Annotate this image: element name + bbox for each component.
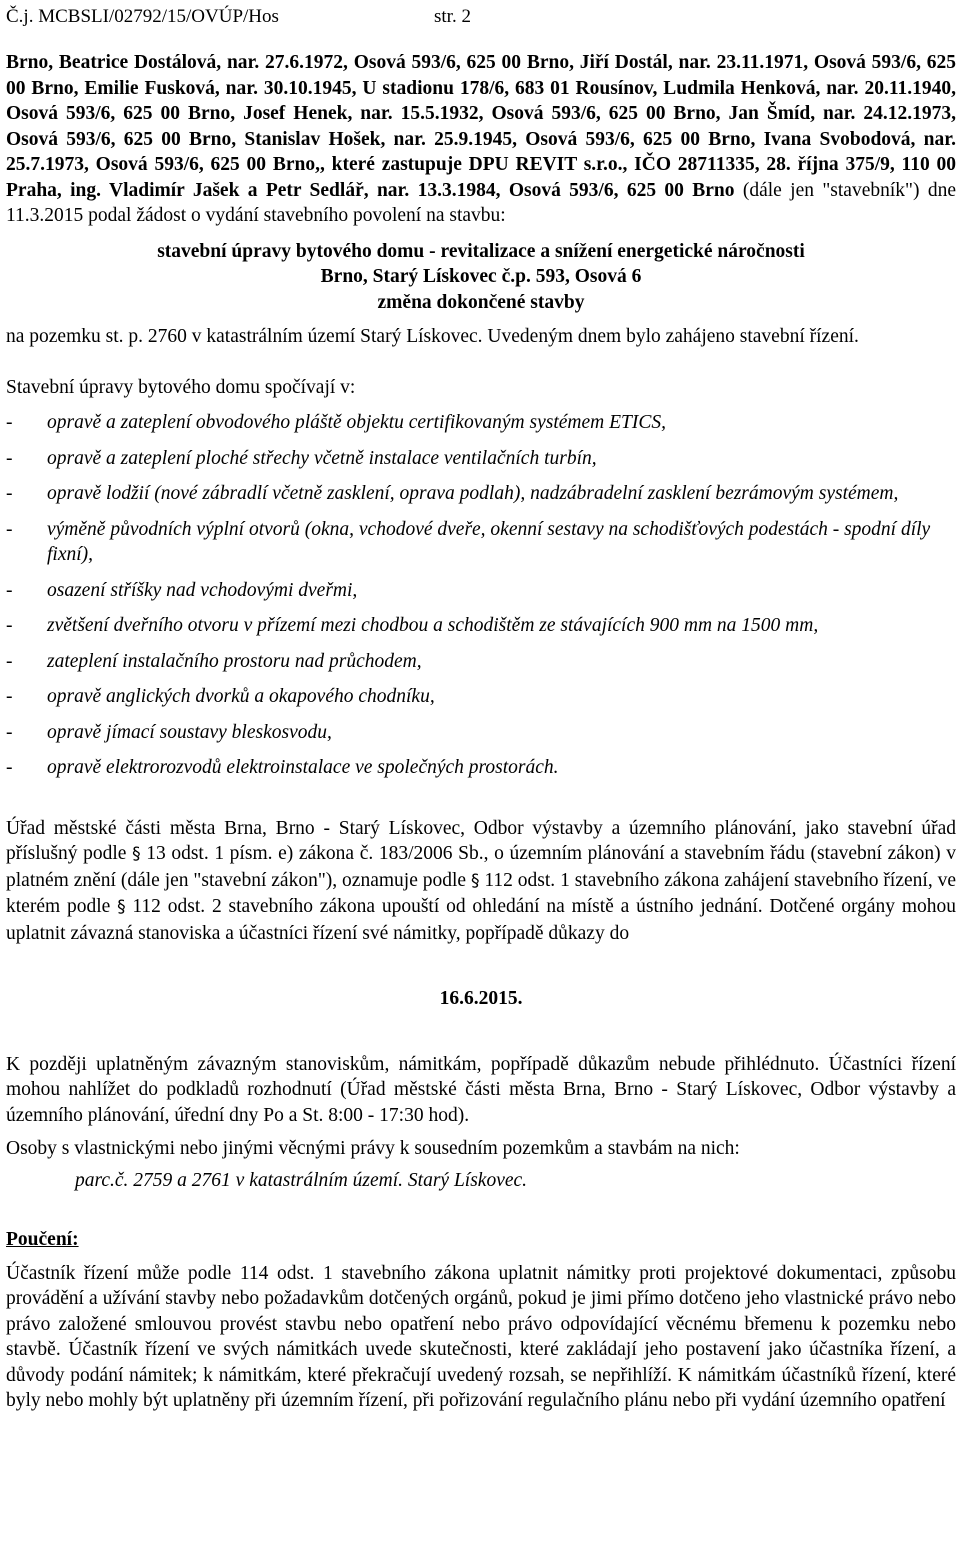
works-list [6,410,956,781]
office-paragraph: Úřad městské části města Brna, Brno - Starý Lískovec, Odbor výstavby a územního plánování, jako stavební úřad příslušný podle § 13 odst. 1 písm. e) zákona č. 183/2006 Sb., o územním plánování a stavebním řádu (stavební zákon) v platném znění (dále jen "stavební zákon"), oznamuje podle § 112 odst. 1 stavebního zákona zahájení stavebního řízení, ve kterém podle § 112 odst. 2 stavebního zákona upouští od ohledání na místě a ústního jednání. Dotčené orgány mohou uplatnit závazná stanoviska a účastníci řízení své námitky, popřípadě důkazy do [6,817,956,944]
project-change: změna dokončené stavby [377,291,585,313]
list-item: - zvětšení dveřního otvoru v přízemí mezi chodbou a schodištěm ze stávajících 900 mm na 1500 mm, [6,615,819,636]
list-item: - opravě anglických dvorků a okapového chodníku, [6,686,435,707]
list-item: - zateplení instalačního prostoru nad průchodem, [6,650,422,672]
project-location: Brno, Starý Lískovec č.p. 593, Osová 6 [320,266,642,287]
list-item: - opravě lodžií (nové zábradlí včetně zasklení, oprava podlah), nadzábradelní zasklení bezrámovým systémem, [6,483,899,504]
deadline-date: 16.6.2015. [439,988,523,1009]
parcels-line: parc.č. 2759 a 2761 v katastrálním území. Starý Lískovec. [75,1169,528,1191]
parties-paragraph [6,50,956,229]
reference-number: Č.j. MCBSLI/02792/15/OVÚP/Hos [6,6,279,27]
notice-paragraph: Účastník řízení může podle 114 odst. 1 stavebního zákona uplatnit námitky proti projektové dokumentaci, způsobu provádění a užívání stavby nebo požadavkům dotčených orgánů, pokud je jimi přímo dotčeno jeho vlastnické právo nebo právo založené smlouvou provést stavbu nebo opatření nebo právo odpovídající věcnému břemenu k pozemku nebo stavbě. Účastník řízení ve svých námitkách uvede skutečnosti, které zakládají jeho postavení jako účastníka řízení, a důvody podání námitek; k námitkám, které překračují uvedený rozsah, se nepřihlíží. K námitkám účastníků řízení, které byly nebo mohly být uplatněny při územním řízení, při pořizování regulačního plánu nebo při vydání územního opatření [6,1262,956,1411]
section-sign: § [470,870,480,891]
section-sign: § [117,897,126,917]
list-item: - opravě jímací soustavy bleskosvodu, [6,721,332,743]
section-sign: § [132,844,141,864]
neighbours-paragraph: Osoby s vlastnickými nebo jinými věcnými právy k sousedním pozemkům a stavbám na nich: [6,1138,740,1159]
plot-paragraph: na pozemku st. p. 2760 v katastrálním území Starý Lískovec. Uvedeným dnem bylo zahájeno stavební řízení. [6,326,859,347]
late-paragraph: K později uplatněným závazným stanoviskům, námitkám, popřípadě důkazům nebude přihlédnuto. Účastníci řízení mohou nahlížet do podkladů rozhodnutí (Úřad městské části města Brna, Brno - Starý Lískovec, Odbor výstavby a územního plánování, úřední dny Po a St. 8:00 - 17:30 hod). [6,1053,956,1126]
list-item: - výměně původních výplní otvorů (okna, vchodové dveře, okenní sestavy na schodišťových podestách - spodní díly fixní), [6,518,931,565]
parties-tail: (dále jen "stavebník") dne 11.3.2015 podal žádost o vydání stavebního povolení na stavbu: [6,179,956,226]
page-header [6,4,956,30]
parties-list: Brno, Beatrice Dostálová, nar. 27.6.1972, Osová 593/6, 625 00 Brno, Jiří Dostál, nar. 23.11.1971, Osová 593/6, 625 00 Brno, Emilie Fusková, nar. 30.10.1945, U stadionu 178/6, 683 01 Rousínov, Ludmila Henková, nar. 20.11.1940, Osová 593/6, 625 00 Brno, Josef Henek, nar. 15.5.1932, Osová 593/6, 625 00 Brno, Jan Šmíd, nar. 24.12.1973, Osová 593/6, 625 00 Brno, Stanislav Hošek, nar. 25.9.1945, Osová 593/6, 625 00 Brno, Ivana Svobodová, nar. 25.7.1973, Osová 593/6, 625 00 Brno,, které zastupuje DPU REVIT s.r.o., IČO 28711335, 28. října 375/9, 110 00 Praha, ing. Vladimír Jašek a Petr Sedlář, nar. 13.3.1984, Osová 593/6, 625 00 Brno [6,52,956,201]
list-item: - osazení stříšky nad vchodovými dveřmi, [6,579,358,601]
page-number: str. 2 [434,6,471,27]
works-intro: Stavební úpravy bytového domu spočívají v: [6,376,356,398]
document-page [6,4,956,1414]
project-title: stavební úpravy bytového domu - revitalizace a snížení energetické náročnosti [157,240,805,262]
list-item: - opravě a zateplení obvodového pláště objektu certifikovaným systémem ETICS, [6,412,666,433]
list-item: - opravě a zateplení ploché střechy včetně instalace ventilačních turbín, [6,447,597,469]
notice-title: Poučení: [6,1229,79,1250]
list-item: - opravě elektrorozvodů elektroinstalace ve společných prostorách. [6,757,559,778]
